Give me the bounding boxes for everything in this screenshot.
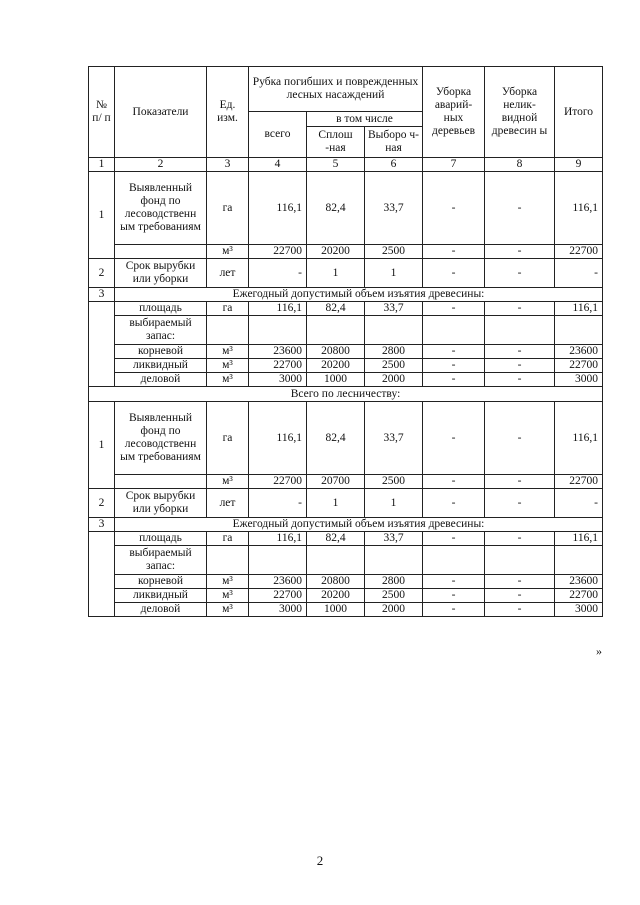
value-illiquid: - [485, 302, 555, 316]
value-selective: 1 [365, 489, 423, 518]
col-num-cell: 7 [423, 158, 485, 172]
value-total: 116,1 [249, 302, 307, 316]
empty-cell [249, 316, 307, 345]
header-sum: Итого [555, 67, 603, 158]
value-emergency: - [423, 245, 485, 259]
value-emergency: - [423, 302, 485, 316]
header-emergency: Уборка аварий- ных деревьев [423, 67, 485, 158]
value-emergency: - [423, 402, 485, 475]
empty-cell [249, 546, 307, 575]
value-illiquid: - [485, 373, 555, 387]
table-row [89, 302, 603, 316]
value-sum: - [555, 489, 603, 518]
row-number: 1 [89, 402, 115, 489]
row-indicator: ликвидный [115, 589, 207, 603]
row-indicator: площадь [115, 302, 207, 316]
value-selective: 2500 [365, 245, 423, 259]
row-unit: га [207, 402, 249, 475]
value-selective: 2500 [365, 359, 423, 373]
value-solid: 1 [307, 259, 365, 288]
empty-cell [485, 546, 555, 575]
col-num-cell: 6 [365, 158, 423, 172]
annual-title-row [89, 288, 603, 302]
header-total: всего [249, 112, 307, 158]
closing-quote: » [596, 644, 602, 658]
table-row [89, 475, 603, 489]
row-indicator: выбираемый запас: [115, 316, 207, 345]
value-solid: 20700 [307, 475, 365, 489]
value-sum: 116,1 [555, 402, 603, 475]
table-row [89, 603, 603, 617]
value-total: 22700 [249, 589, 307, 603]
col-num-cell: 4 [249, 158, 307, 172]
empty-cell [485, 316, 555, 345]
value-total: - [249, 489, 307, 518]
row-indicator: площадь [115, 532, 207, 546]
header-selective: Выборо ч-ная [365, 127, 423, 158]
value-solid: 20800 [307, 575, 365, 589]
value-illiquid: - [485, 475, 555, 489]
value-illiquid: - [485, 172, 555, 245]
value-total: 22700 [249, 359, 307, 373]
value-selective: 2800 [365, 345, 423, 359]
value-sum: 116,1 [555, 172, 603, 245]
value-selective: 33,7 [365, 532, 423, 546]
row-number: 3 [89, 288, 115, 302]
table-row [89, 589, 603, 603]
header-solid: Сплош -ная [307, 127, 365, 158]
value-solid: 82,4 [307, 532, 365, 546]
empty-cell [423, 546, 485, 575]
value-sum: 3000 [555, 373, 603, 387]
section-title-row [89, 387, 603, 402]
row-unit: га [207, 532, 249, 546]
row-number: 2 [89, 489, 115, 518]
col-num-cell: 3 [207, 158, 249, 172]
row-unit: м³ [207, 373, 249, 387]
value-emergency: - [423, 575, 485, 589]
value-selective: 2000 [365, 373, 423, 387]
value-selective: 33,7 [365, 172, 423, 245]
value-sum: 3000 [555, 603, 603, 617]
header-unit: Ед. изм. [207, 67, 249, 158]
row-unit: м³ [207, 245, 249, 259]
value-emergency: - [423, 603, 485, 617]
row-number: 3 [89, 518, 115, 532]
row-number: 2 [89, 259, 115, 288]
header-including: в том числе [307, 112, 423, 127]
table-row [89, 532, 603, 546]
row-unit: га [207, 302, 249, 316]
value-emergency: - [423, 172, 485, 245]
value-total: 116,1 [249, 172, 307, 245]
value-illiquid: - [485, 345, 555, 359]
value-illiquid: - [485, 259, 555, 288]
row-unit: м³ [207, 589, 249, 603]
section-title: Всего по лесничеству: [89, 387, 603, 402]
page-number: 2 [316, 853, 324, 868]
annual-title-row [89, 518, 603, 532]
table-row [89, 345, 603, 359]
col-num-cell: 1 [89, 158, 115, 172]
value-sum: - [555, 259, 603, 288]
table-row [89, 259, 603, 288]
value-sum: 23600 [555, 345, 603, 359]
value-total: 3000 [249, 603, 307, 617]
empty-cell [207, 546, 249, 575]
row-indicator [115, 475, 207, 489]
empty-cell [555, 316, 603, 345]
value-sum: 22700 [555, 475, 603, 489]
value-emergency: - [423, 373, 485, 387]
row-indicator: Выявленный фонд по лесоводственн ым требованиям [115, 172, 207, 245]
value-illiquid: - [485, 532, 555, 546]
value-selective: 1 [365, 259, 423, 288]
value-sum: 116,1 [555, 302, 603, 316]
value-selective: 2800 [365, 575, 423, 589]
table-row [89, 489, 603, 518]
header-illiquid: Уборка нелик- видной древесин ы [485, 67, 555, 158]
value-selective: 2000 [365, 603, 423, 617]
value-total: 23600 [249, 345, 307, 359]
value-total: - [249, 259, 307, 288]
empty-cell [307, 316, 365, 345]
table-row [89, 245, 603, 259]
empty-cell [207, 316, 249, 345]
value-solid: 20200 [307, 245, 365, 259]
row-number [89, 532, 115, 617]
value-solid: 82,4 [307, 402, 365, 475]
value-solid: 1 [307, 489, 365, 518]
col-num-cell: 9 [555, 158, 603, 172]
value-total: 22700 [249, 475, 307, 489]
annual-title: Ежегодный допустимый объем изъятия древесины: [115, 288, 603, 302]
row-unit: м³ [207, 603, 249, 617]
value-selective: 2500 [365, 475, 423, 489]
row-indicator: корневой [115, 345, 207, 359]
value-solid: 1000 [307, 603, 365, 617]
table-row [89, 402, 603, 475]
value-sum: 22700 [555, 359, 603, 373]
value-emergency: - [423, 359, 485, 373]
row-indicator: выбираемый запас: [115, 546, 207, 575]
value-solid: 20800 [307, 345, 365, 359]
header-num: № п/ п [89, 67, 115, 158]
timber-table [88, 66, 603, 617]
row-indicator: Срок вырубки или уборки [115, 259, 207, 288]
row-unit: лет [207, 259, 249, 288]
value-emergency: - [423, 489, 485, 518]
empty-cell [365, 316, 423, 345]
row-indicator: Выявленный фонд по лесоводственн ым требованиям [115, 402, 207, 475]
empty-cell [365, 546, 423, 575]
row-indicator [115, 245, 207, 259]
table-row [89, 575, 603, 589]
row-number: 1 [89, 172, 115, 259]
row-unit: м³ [207, 575, 249, 589]
empty-cell [423, 316, 485, 345]
value-selective: 33,7 [365, 402, 423, 475]
table-row [89, 359, 603, 373]
column-numbers-row [89, 158, 603, 172]
row-unit: лет [207, 489, 249, 518]
value-solid: 82,4 [307, 172, 365, 245]
header-felling: Рубка погибших и поврежденных лесных насаждений [249, 67, 423, 112]
value-illiquid: - [485, 575, 555, 589]
value-sum: 116,1 [555, 532, 603, 546]
table-row [89, 172, 603, 245]
value-selective: 33,7 [365, 302, 423, 316]
value-total: 116,1 [249, 402, 307, 475]
row-indicator: Срок вырубки или уборки [115, 489, 207, 518]
header-indicators: Показатели [115, 67, 207, 158]
value-total: 3000 [249, 373, 307, 387]
value-sum: 22700 [555, 245, 603, 259]
row-number [89, 302, 115, 387]
table-row [89, 373, 603, 387]
value-emergency: - [423, 259, 485, 288]
value-illiquid: - [485, 245, 555, 259]
value-selective: 2500 [365, 589, 423, 603]
col-num-cell: 5 [307, 158, 365, 172]
value-solid: 20200 [307, 359, 365, 373]
table-row [89, 546, 603, 575]
value-illiquid: - [485, 489, 555, 518]
value-emergency: - [423, 345, 485, 359]
row-indicator: деловой [115, 603, 207, 617]
value-solid: 1000 [307, 373, 365, 387]
value-solid: 82,4 [307, 302, 365, 316]
row-unit: м³ [207, 345, 249, 359]
row-unit: м³ [207, 359, 249, 373]
value-emergency: - [423, 475, 485, 489]
value-sum: 23600 [555, 575, 603, 589]
value-total: 116,1 [249, 532, 307, 546]
value-emergency: - [423, 589, 485, 603]
value-solid: 20200 [307, 589, 365, 603]
row-unit: м³ [207, 475, 249, 489]
value-illiquid: - [485, 359, 555, 373]
value-total: 22700 [249, 245, 307, 259]
col-num-cell: 8 [485, 158, 555, 172]
value-illiquid: - [485, 589, 555, 603]
value-illiquid: - [485, 402, 555, 475]
col-num-cell: 2 [115, 158, 207, 172]
value-illiquid: - [485, 603, 555, 617]
row-indicator: корневой [115, 575, 207, 589]
annual-title: Ежегодный допустимый объем изъятия древесины: [115, 518, 603, 532]
row-unit: га [207, 172, 249, 245]
value-total: 23600 [249, 575, 307, 589]
table-row [89, 316, 603, 345]
row-indicator: деловой [115, 373, 207, 387]
row-indicator: ликвидный [115, 359, 207, 373]
empty-cell [307, 546, 365, 575]
value-sum: 22700 [555, 589, 603, 603]
empty-cell [555, 546, 603, 575]
value-emergency: - [423, 532, 485, 546]
